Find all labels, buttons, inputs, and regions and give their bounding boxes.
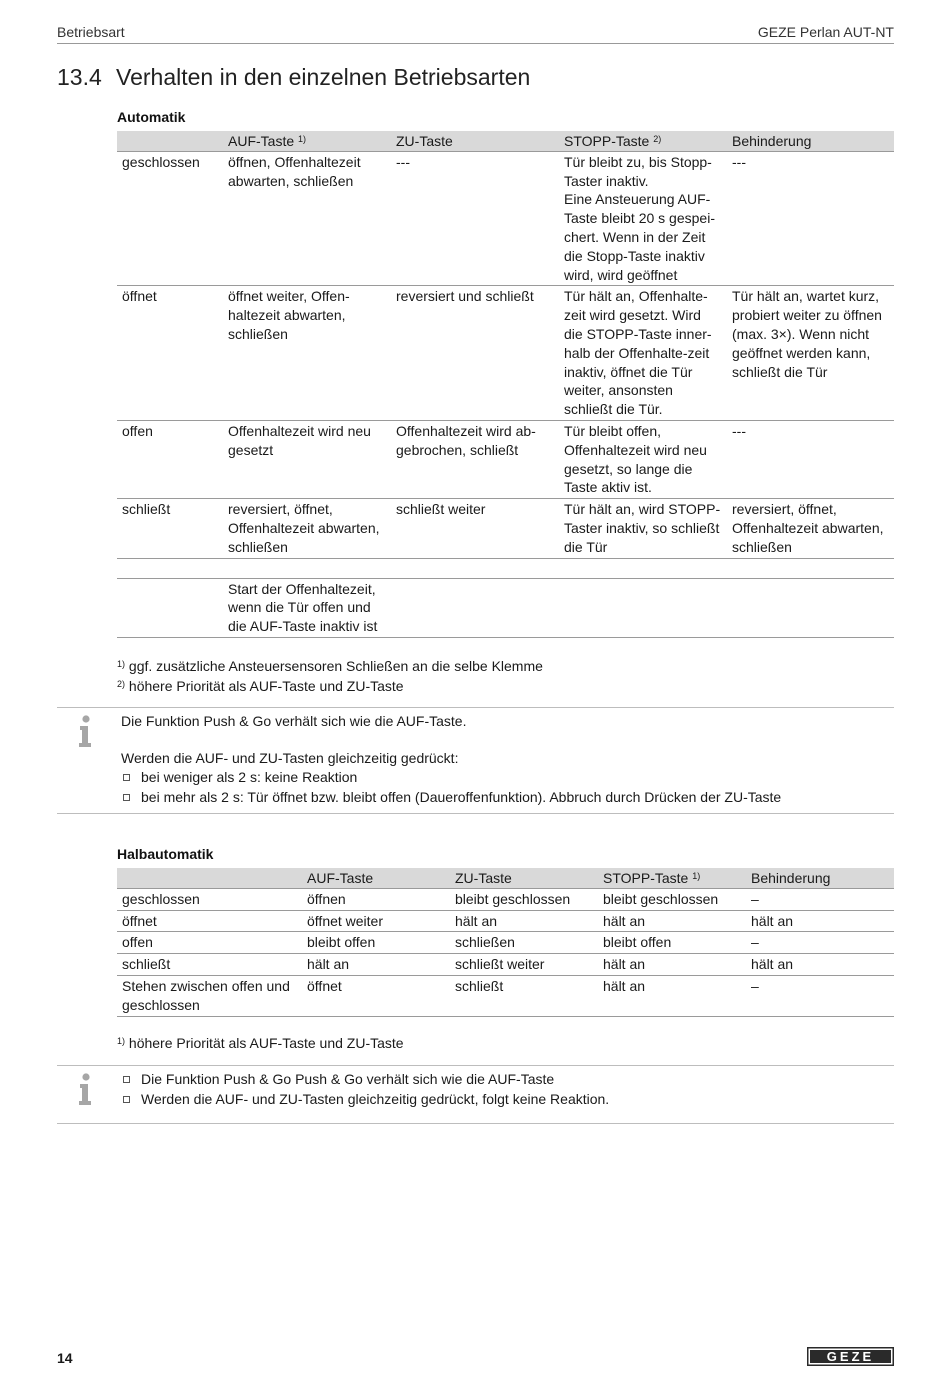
table-cell — [223, 286, 391, 421]
info-icon — [78, 1073, 92, 1105]
table-cell — [391, 151, 559, 286]
column-header-label: STOPP-Taste — [564, 133, 650, 149]
halbautomatik-footnotes — [117, 1033, 404, 1053]
cell-text: schließt — [455, 977, 504, 994]
section-title-text: Verhalten in den einzelnen Betriebsarten — [116, 64, 531, 90]
footnote-text: ggf. zusätzliche Ansteuersensoren Schließen an die selbe Klemme — [128, 658, 543, 674]
row-label-cell — [117, 954, 302, 976]
table-cell — [598, 888, 746, 910]
section-title — [57, 64, 530, 91]
table-header-row — [117, 131, 894, 151]
table-cell — [559, 420, 727, 498]
cell-text: – — [751, 977, 759, 994]
table-cell — [391, 286, 559, 421]
bullet-text: Die Funktion Push & Go Push & Go verhält sich wie die AUF-Taste — [141, 1071, 555, 1087]
column-header-label: Behinderung — [732, 133, 812, 149]
table-cell — [302, 932, 450, 954]
square-bullet-icon — [123, 774, 130, 781]
footnote-mark: 2) — [653, 134, 662, 144]
list-item — [121, 1070, 891, 1090]
cell-text: bleibt offen — [307, 934, 376, 951]
table-cell — [746, 932, 894, 954]
table-row — [117, 910, 894, 932]
table-cell — [223, 578, 391, 637]
table-cell — [391, 420, 559, 498]
page-number: 14 — [57, 1350, 73, 1366]
cell-text: Offenhaltezeit wird neu gesetzt — [228, 422, 371, 458]
cell-text: schließt — [122, 956, 171, 973]
note-bullet-list — [121, 768, 891, 807]
cell-text: öffnet weiter, Offen-haltezeit abwarten, schließen — [228, 288, 350, 342]
table-cell — [559, 286, 727, 421]
table-cell — [302, 888, 450, 910]
logo-text: GEZE — [826, 1349, 875, 1365]
info-icon — [78, 715, 92, 747]
cell-text: öffnet — [307, 977, 342, 994]
footnote-text: höhere Priorität als AUF-Taste und ZU-Taste — [128, 678, 404, 694]
row-label-cell — [117, 151, 223, 286]
list-item — [121, 1090, 891, 1110]
list-item — [121, 788, 891, 808]
cell-text: Tür hält an, Offenhalte-zeit wird gesetzt. Wird die STOPP-Taste inner-halb der Offenhalte-zeit inaktiv, öffnet die Tür weiter, ansonsten schließt die Tür. — [564, 288, 712, 418]
table-cell — [746, 975, 894, 1016]
table-header-row — [117, 868, 894, 888]
table-cell — [450, 954, 598, 976]
column-header-label: STOPP-Taste — [603, 870, 689, 886]
table-cell — [450, 910, 598, 932]
column-header-label: AUF-Taste — [228, 133, 295, 149]
table-cell — [391, 578, 559, 637]
cell-text: Tür bleibt offen, Offenhaltezeit wird neu gesetzt, so lange die Taste aktiv ist. — [564, 422, 707, 496]
cell-text: bleibt offen — [603, 934, 672, 951]
cell-text: schließt — [122, 501, 171, 518]
column-header — [223, 131, 391, 151]
cell-text: schließt weiter — [455, 956, 545, 973]
cell-text: Tür bleibt zu, bis Stopp-Taster inaktiv. — [564, 153, 712, 189]
table-cell — [559, 499, 727, 558]
column-header-label: ZU-Taste — [455, 870, 512, 886]
cell-text: – — [751, 890, 759, 907]
footnote-text: höhere Priorität als AUF-Taste und ZU-Taste — [128, 1035, 404, 1051]
column-header-label: ZU-Taste — [396, 133, 453, 149]
cell-text: Tür hält an, wird STOPP-Taster inaktiv, so schließt die Tür — [564, 501, 721, 555]
table-row — [117, 578, 894, 637]
row-label-cell — [117, 975, 302, 1016]
cell-text: Start der Offenhaltezeit, wenn die Tür offen und die AUF-Taste inaktiv ist — [228, 580, 378, 635]
cell-text: --- — [732, 422, 746, 439]
column-header — [727, 131, 894, 151]
cell-text: bleibt geschlossen — [603, 890, 719, 907]
cell-text: hält an — [751, 956, 794, 973]
table-row — [117, 558, 894, 578]
note-text: Werden die AUF- und ZU-Tasten gleichzeitig gedrückt: — [121, 749, 459, 766]
column-header — [559, 131, 727, 151]
table-cell — [727, 558, 894, 578]
table-cell — [746, 910, 894, 932]
cell-text: öffnet weiter — [307, 912, 384, 929]
column-header — [302, 868, 450, 888]
geze-logo — [807, 1347, 894, 1366]
row-label-cell — [117, 888, 302, 910]
table-cell — [223, 151, 391, 286]
footnote — [117, 676, 543, 696]
table-cell — [223, 499, 391, 558]
automatik-heading: Automatik — [117, 109, 186, 125]
cell-text: bleibt geschlossen — [455, 890, 571, 907]
cell-text: Stehen zwischen offen und geschlossen — [122, 977, 290, 1013]
table-cell — [598, 910, 746, 932]
cell-text: Offenhaltezeit wird ab-gebrochen, schließt — [396, 422, 536, 458]
page-header — [57, 22, 894, 44]
cell-text: geschlossen — [122, 890, 200, 907]
cell-text: schließt weiter — [396, 501, 486, 518]
footnote — [117, 656, 543, 676]
section-number: 13.4 — [57, 64, 102, 90]
footnote-mark: 1) — [117, 1036, 126, 1046]
table-cell — [302, 910, 450, 932]
cell-text: – — [751, 934, 759, 951]
table-row — [117, 151, 894, 286]
table-cell — [223, 420, 391, 498]
row-label-cell — [117, 286, 223, 421]
table-cell — [559, 151, 727, 286]
cell-text: Eine Ansteuerung AUF-Taste bleibt 20 s gespei-chert. Wenn in der Zeit die Stopp-Taste inaktiv wird, wird geöffnet — [564, 191, 715, 283]
column-header — [598, 868, 746, 888]
header-chapter: Betriebsart — [57, 24, 125, 40]
column-header — [117, 131, 223, 151]
table-cell — [727, 420, 894, 498]
column-header — [746, 868, 894, 888]
cell-text: reversiert, öffnet, Offenhaltezeit abwarten, schließen — [228, 501, 380, 555]
table-row — [117, 954, 894, 976]
table-row — [117, 499, 894, 558]
cell-text: --- — [396, 153, 410, 170]
row-label-cell — [117, 910, 302, 932]
table-cell — [559, 578, 727, 637]
cell-text: reversiert, öffnet, Offenhaltezeit abwarten, schließen — [732, 501, 884, 555]
note-bullet-list — [121, 1070, 891, 1109]
column-header-label: Behinderung — [751, 870, 831, 886]
row-label-cell — [117, 932, 302, 954]
cell-text: öffnet — [122, 912, 157, 929]
table-cell — [302, 954, 450, 976]
table-cell — [391, 558, 559, 578]
cell-text: offen — [122, 422, 153, 439]
cell-text: geschlossen — [122, 153, 200, 170]
table-cell — [223, 558, 391, 578]
header-product: GEZE Perlan AUT-NT — [757, 24, 894, 40]
table-row — [117, 888, 894, 910]
row-label-cell — [117, 499, 223, 558]
halbautomatik-heading: Halbautomatik — [117, 846, 214, 862]
cell-text: öffnet — [122, 288, 157, 305]
halbautomatik-table — [117, 868, 894, 1017]
info-note-halbautomatik — [57, 1065, 894, 1124]
cell-text: öffnen, Offenhaltezeit abwarten, schließen — [228, 153, 361, 189]
cell-text: schließen — [455, 934, 515, 951]
row-label-cell — [117, 578, 223, 637]
cell-text: reversiert und schließt — [396, 288, 534, 305]
column-header — [117, 868, 302, 888]
footnote-mark: 1) — [298, 134, 307, 144]
automatik-footnotes — [117, 656, 543, 696]
cell-text: hält an — [751, 912, 794, 929]
bullet-text: bei mehr als 2 s: Tür öffnet bzw. bleibt offen (Daueroffenfunktion). Abbruch durch Drücken der ZU-Taste — [141, 788, 782, 805]
table-cell — [598, 954, 746, 976]
table-cell — [450, 975, 598, 1016]
table-cell — [391, 499, 559, 558]
table-cell — [746, 954, 894, 976]
list-item — [121, 768, 891, 788]
bullet-text: Werden die AUF- und ZU-Tasten gleichzeitig gedrückt, folgt keine Reaktion. — [141, 1090, 610, 1107]
row-label-cell — [117, 558, 223, 578]
table-row — [117, 420, 894, 498]
cell-text: hält an — [307, 956, 350, 973]
table-cell — [746, 888, 894, 910]
cell-text: hält an — [455, 912, 498, 929]
footnote — [117, 1033, 404, 1053]
table-cell — [559, 558, 727, 578]
table-row — [117, 975, 894, 1016]
note-text: Die Funktion Push & Go verhält sich wie die AUF-Taste. — [121, 713, 467, 729]
table-row — [117, 286, 894, 421]
automatik-table — [117, 131, 894, 638]
table-cell — [598, 975, 746, 1016]
table-cell — [598, 932, 746, 954]
bullet-text: bei weniger als 2 s: keine Reaktion — [141, 769, 358, 785]
table-cell — [727, 151, 894, 286]
footnote-mark: 1) — [692, 871, 701, 881]
cell-text: Tür hält an, wartet kurz, probiert weiter zu öffnen (max. 3×). Wenn nicht geöffnet werden kann, schließt die Tür — [732, 288, 882, 380]
cell-text: --- — [732, 153, 746, 170]
table-cell — [302, 975, 450, 1016]
table-cell — [450, 932, 598, 954]
cell-text: hält an — [603, 956, 646, 973]
column-header — [450, 868, 598, 888]
table-cell — [727, 499, 894, 558]
column-header — [391, 131, 559, 151]
table-cell — [450, 888, 598, 910]
column-header-label: AUF-Taste — [307, 870, 374, 886]
table-cell — [727, 286, 894, 421]
row-label-cell — [117, 420, 223, 498]
table-cell — [727, 578, 894, 637]
cell-text: hält an — [603, 977, 646, 994]
cell-text: öffnen — [307, 890, 346, 907]
table-row — [117, 932, 894, 954]
footnote-mark: 2) — [117, 679, 126, 689]
square-bullet-icon — [123, 794, 130, 801]
info-note-automatik — [57, 707, 894, 814]
cell-text: hält an — [603, 912, 646, 929]
square-bullet-icon — [123, 1096, 130, 1103]
cell-text: offen — [122, 934, 153, 951]
footnote-mark: 1) — [117, 659, 126, 669]
square-bullet-icon — [123, 1076, 130, 1083]
